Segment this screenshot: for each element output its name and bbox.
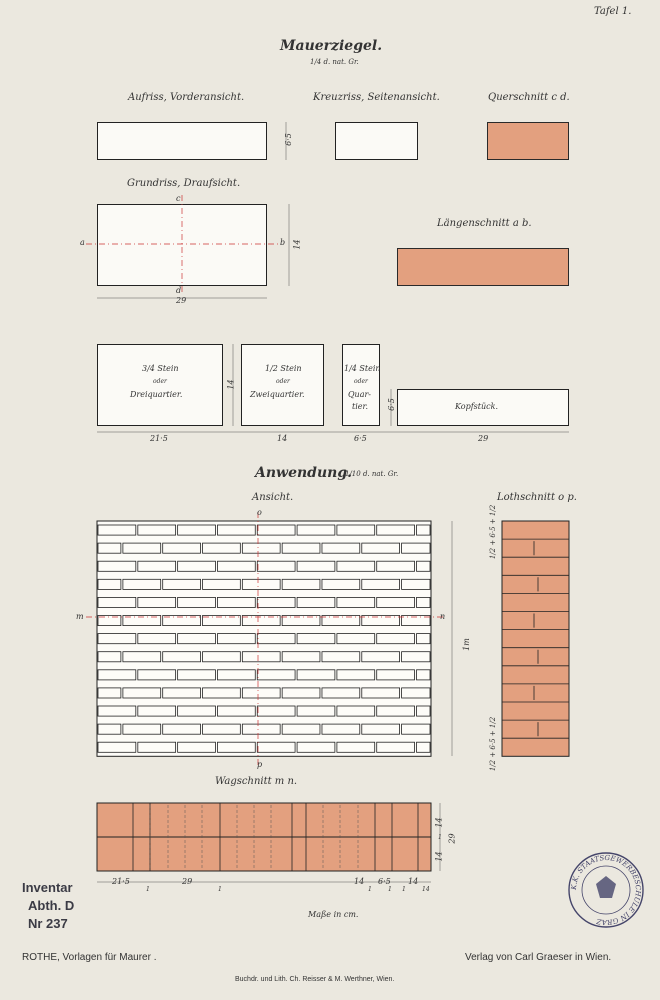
cut-mark-d: d [176,286,182,295]
side-view-label: Kreuzriss, Seitenansicht. [313,92,440,103]
cut-mark-n: n [440,612,446,621]
dim-b-11: 14 [422,886,430,893]
scale-note: 1/4 d. nat. Gr. [310,58,359,66]
quarter-or: oder [354,378,368,385]
cross-section-label: Querschnitt c d. [488,92,570,103]
dim-three-quarter: 21·5 [150,434,168,443]
dim-head: 29 [478,434,489,443]
footer-author: ROTHE, Vorlagen für Maurer . [22,952,157,963]
units-note: Maße in cm. [308,910,359,919]
eagle-emblem-icon [596,876,616,898]
dim-r-1: 14 [434,817,444,828]
footer-publisher: Verlag von Carl Graeser in Wien. [465,952,612,963]
cut-mark-p: p [257,760,263,769]
inventory-stamp-line3: Nr 237 [28,916,68,931]
inventory-stamp-line2: Abth. D [28,898,75,913]
half-name: 1/2 Stein [265,364,302,373]
dim-b-1: 21·5 [112,877,130,886]
three-quarter-alt: Dreiquartier. [130,390,183,399]
plate-number: Tafel 1. [594,6,632,17]
school-seal-stamp [566,850,646,930]
application-title: Anwendung. [255,465,352,481]
horizontal-section-label: Wagschnitt m n. [215,776,298,787]
dim-r-4: 29 [447,833,457,844]
footer-printer: Buchdr. und Lith. Ch. Reisser & M. Werthner, Wien. [235,976,395,983]
three-quarter-name: 3/4 Stein [142,364,179,373]
dim-b-8: 1 [388,886,392,893]
dim-b-9: 14 [408,877,419,886]
cut-mark-b: b [280,238,286,247]
page-title: Mauerziegel. [280,38,383,54]
inventory-stamp-line1: Inventar [22,880,73,895]
vertical-section-outline [502,521,569,756]
dim-b-6: 1 [368,886,372,893]
elevation-label: Ansicht. [252,492,294,503]
half-alt: Zweiquartier. [250,390,305,399]
dim-b-5: 14 [354,877,365,886]
dim-quarter: 6·5 [354,434,367,443]
quarter-alt-1: Quar- [348,390,372,399]
dim-half: 14 [277,434,288,443]
dim-joint-bottom: 1/2 + 6·5 + 1/2 [489,716,498,772]
dim-joint-top: 1/2 + 6·5 + 1/2 [489,504,498,560]
application-scale: 1/10 d. nat. Gr. [345,470,399,478]
cut-mark-m: m [76,612,84,621]
front-view-label: Aufriss, Vorderansicht. [128,92,245,103]
vertical-section-label: Lothschnitt o p. [497,492,577,503]
three-quarter-or: oder [153,378,167,385]
wall-outline [97,521,431,756]
seal-text: K.K. STAATSGEWERBESCHULE IN GRAZ [569,853,643,927]
dim-height-top: 6·5 [283,133,293,146]
quarter-alt-2: tier. [352,402,368,411]
half-or: oder [276,378,290,385]
dim-width-plan: 14 [292,239,302,250]
dim-r-3: 14 [434,851,444,862]
dim-b-4: 1 [218,886,222,893]
dim-b-10: 1 [402,886,406,893]
cut-mark-a: a [80,238,85,247]
dim-parts-height: 14 [226,379,236,390]
dim-length-plan: 29 [176,296,187,305]
dim-wall-height: 1m [461,638,471,651]
dim-b-7: 6·5 [378,877,391,886]
dim-b-2: 1 [146,886,150,893]
dim-b-3: 29 [182,877,193,886]
long-section-label: Längenschnitt a b. [437,218,532,229]
dim-head-height: 6·5 [386,398,396,411]
head-piece-name: Kopfstück. [455,402,499,411]
plan-view-label: Grundriss, Draufsicht. [127,178,241,189]
cut-mark-o: o [257,508,262,517]
dim-r-2: 1 [438,834,442,841]
quarter-name: 1/4 Stein [344,364,381,373]
cut-mark-c: c [176,194,181,203]
